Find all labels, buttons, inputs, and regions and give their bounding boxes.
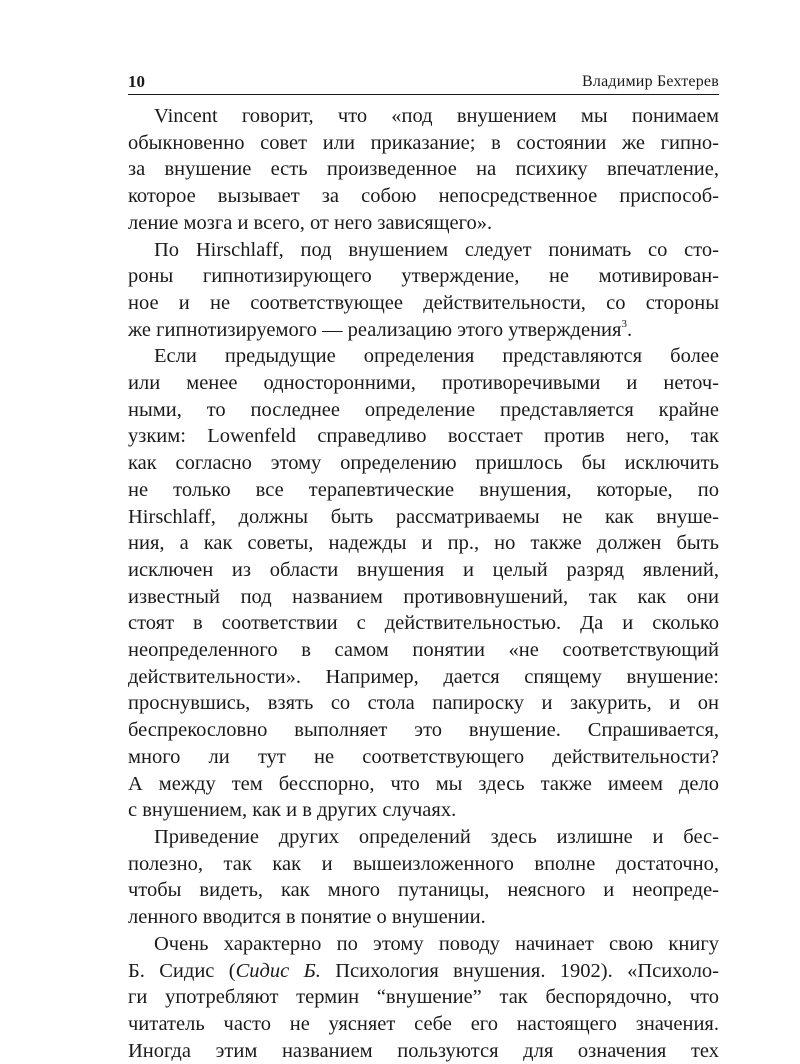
text-line: исключен из области внушения и целый разряд явлений, <box>128 558 719 581</box>
text-line: По Hirschlaff, под внушением следует понимать со сто- <box>154 238 719 261</box>
text-line: ление мозга и всего, от него зависящего». <box>128 211 493 234</box>
text-fragment: . <box>626 318 633 341</box>
text-line: Hirschlaff, должны быть рассматриваемы не как внуше- <box>128 505 719 528</box>
text-line: много ли тут не соответствующего действительности? <box>128 745 719 768</box>
body-text <box>128 103 719 1064</box>
header-rule <box>128 94 719 95</box>
text-line: или менее односторонними, противоречивыми и неточ- <box>128 372 719 395</box>
text-line <box>128 958 719 985</box>
text-line: за внушение есть произведенное на психику впечатление, <box>128 158 719 181</box>
text-line: обыкновенно совет или приказание; в состоянии же гипно- <box>128 131 719 154</box>
text-line: чтобы видеть, как много путаницы, неясного и неопреде- <box>128 879 719 902</box>
paragraph-lowenfeld <box>128 343 719 824</box>
text-line: ленного вводится в понятие о внушении. <box>128 906 486 929</box>
citation-author-italic: Сидис Б. <box>235 959 321 982</box>
page-number: 10 <box>128 72 145 91</box>
text-line: ги употребляют термин “внушение” так беспорядочно, что <box>128 986 719 1009</box>
text-line: Если предыдущие определения представляются более <box>154 345 719 368</box>
text-line: Иногда этим названием пользуются для означения тех <box>128 1039 719 1062</box>
paragraph-hirschlaff <box>128 237 719 344</box>
text-fragment: же гипнотизируемого — реализацию этого утверждения <box>128 318 622 341</box>
text-line: ными, то последнее определение представляется крайне <box>128 398 719 421</box>
text-line: проснувшись, взять со стола папироску и закурить, и он <box>128 692 719 715</box>
text-line: не только все терапевтические внушения, которые, по <box>128 478 719 501</box>
text-line: Очень характерно по этому поводу начинает свою книгу <box>154 932 719 955</box>
footnote-reference[interactable]: 3 <box>621 317 627 330</box>
text-line: неопределенного в самом понятии «не соответствующий <box>128 639 719 662</box>
text-line: беспрекословно выполняет это внушение. Спрашивается, <box>128 719 719 742</box>
text-line <box>128 317 719 344</box>
paragraph-other-definitions <box>128 824 719 931</box>
text-line: ния, а как советы, надежды и пр., но также должен быть <box>128 532 719 555</box>
page-header <box>128 70 719 92</box>
text-line: которое вызывает за собою непосредственное приспособ- <box>128 185 719 208</box>
text-fragment: Психология внушения. 1902). «Психоло- <box>320 959 719 982</box>
paragraph-vincent <box>128 103 719 237</box>
running-head-author: Владимир Бехтерев <box>582 73 719 90</box>
text-line: стоят в соответствии с действительностью. Да и сколько <box>128 612 719 635</box>
text-line: известный под названием противовнушений, так как они <box>128 585 719 608</box>
text-line: А между тем бесспорно, что мы здесь также имеем дело <box>128 772 719 795</box>
text-fragment: Б. Сидис ( <box>128 959 236 982</box>
text-line: действительности». Например, дается спящему внушение: <box>128 665 719 688</box>
text-line: полезно, так как и вышеизложенного вполне достаточно, <box>128 852 719 875</box>
text-line: как согласно этому определению пришлось бы исключить <box>128 452 719 475</box>
text-line: ное и не соответствующее действительности, со стороны <box>128 291 719 314</box>
text-line: узким: Lowenfeld справедливо восстает против него, так <box>128 425 719 448</box>
text-line: роны гипнотизирующего утверждение, не мотивирован- <box>128 265 719 288</box>
text-line: Приведение других определений здесь излишне и бес- <box>154 825 719 848</box>
text-line: с внушением, как и в других случаях. <box>128 799 457 822</box>
text-line: читатель часто не уясняет себе его настоящего значения. <box>128 1012 719 1035</box>
text-line: Vincent говорит, что «под внушением мы понимаем <box>154 105 719 127</box>
paragraph-sidis <box>128 931 719 1064</box>
